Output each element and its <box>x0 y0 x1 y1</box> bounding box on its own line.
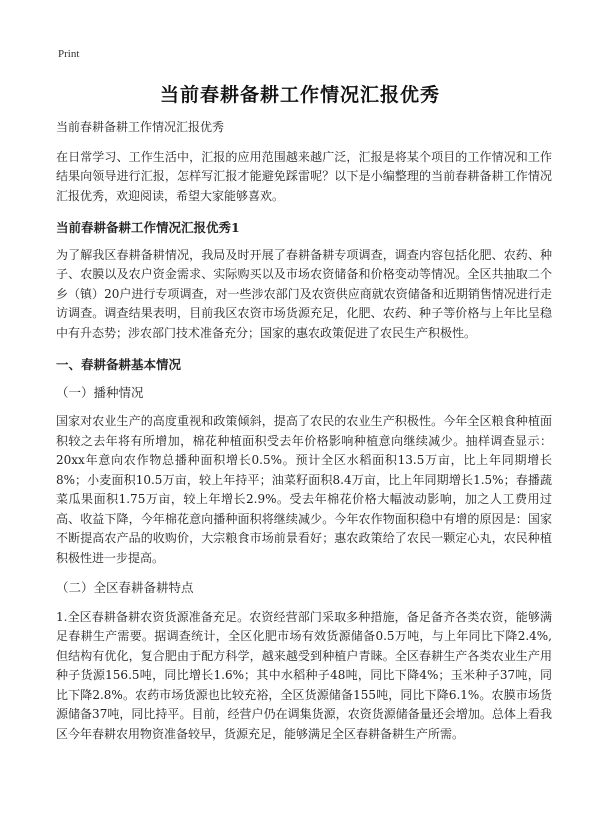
heading-basic-situation: 一、春耕备耕基本情况 <box>56 357 182 372</box>
survey-paragraph: 为了解我区春耕备耕情况，我局及时开展了春耕备耕专项调查，调查内容包括化肥、农药、种子、农膜以及农户资金需求、实际购买以及市场农资储备和价格变动等情况。全区共抽取二个乡（镇）20户进行专项调查，对一些涉农部门及农资供应商就农资储备和近期销售情况进行走访调查。调查结果表明，目前我区农资市场货源充足，化肥、农药、种子等价格与上年比呈稳中有升态势；涉农部门技术准备充分；国家的惠农政策促进了农民生产积极性。 <box>56 247 552 340</box>
heading-planting: （一）播种情况 <box>56 384 144 400</box>
page-title: 当前春耕备耕工作情况汇报优秀 <box>159 84 440 106</box>
doc-subtitle: 当前春耕备耕工作情况汇报优秀 <box>56 120 225 134</box>
intro-paragraph: 在日常学习、工作生活中，汇报的应用范围越来越广泛，汇报是将某个项目的工作情况和工作结果向领导进行汇报，怎样写汇报才能避免踩雷呢？以下是小编整理的当前春耕备耕工作情况汇报优秀，欢迎阅读，希望大家能够喜欢。 <box>56 149 552 203</box>
heading-characteristics: （二）全区春耕备耕特点 <box>56 580 194 595</box>
planting-paragraph: 国家对农业生产的高度重视和政策倾斜，提高了农民的农业生产积极性。今年全区粮食种植面积较之去年将有所增加，棉花种植面积受去年价格影响种植意向继续减少。抽样调查显示：20xx年意向农作物总播种面积增长0.5%。预计全区水稻面积13.5万亩，比上年同期增长8%；小麦面积10.5万亩，较上年持平；油菜籽面积8.4万亩，比上年同期增长1.5%；春播蔬菜瓜果面积1.75万亩，较上年增长2.9%。受去年棉花价格大幅波动影响，加之人工费用过高、收益下降，今年棉花意向播种面积将继续减少。今年农作物面积稳中有增的原因是：国家不断提高农产品的收购价，大宗粮食市场前景看好；惠农政策给了农民一颗定心丸，农民种植积极性进一步提高。 <box>56 414 552 565</box>
document-body <box>56 118 552 754</box>
section-title: 当前春耕备耕工作情况汇报优秀1 <box>56 220 240 235</box>
supplies-paragraph: 1.全区春耕备耕农资货源准备充足。农资经营部门采取多种措施，备足备齐各类农资，能够满足春耕生产需要。据调查统计，全区化肥市场有效货源储备0.5万吨，与上年同比下降2.4%,但结构有优化，复合肥由于配方科学，越来越受到种植户青睐。全区春耕生产各类农业生产用种子货源156.5吨，同比增长1.6%；其中水稻种子48吨，同比下降4%；玉米种子37吨，同比下降2.8%。农药市场货源也比较充裕，全区货源储备155吨，同比下降6.1%。农膜市场货源储备37吨，同比持平。目前，经营户仍在调集货源，农资货源储备量还会增加。总体上看我区今年春耕农用物资准备较早，货源充足，能够满足全区春耕备耕生产所需。 <box>56 609 552 741</box>
print-link[interactable]: Print <box>58 48 80 60</box>
